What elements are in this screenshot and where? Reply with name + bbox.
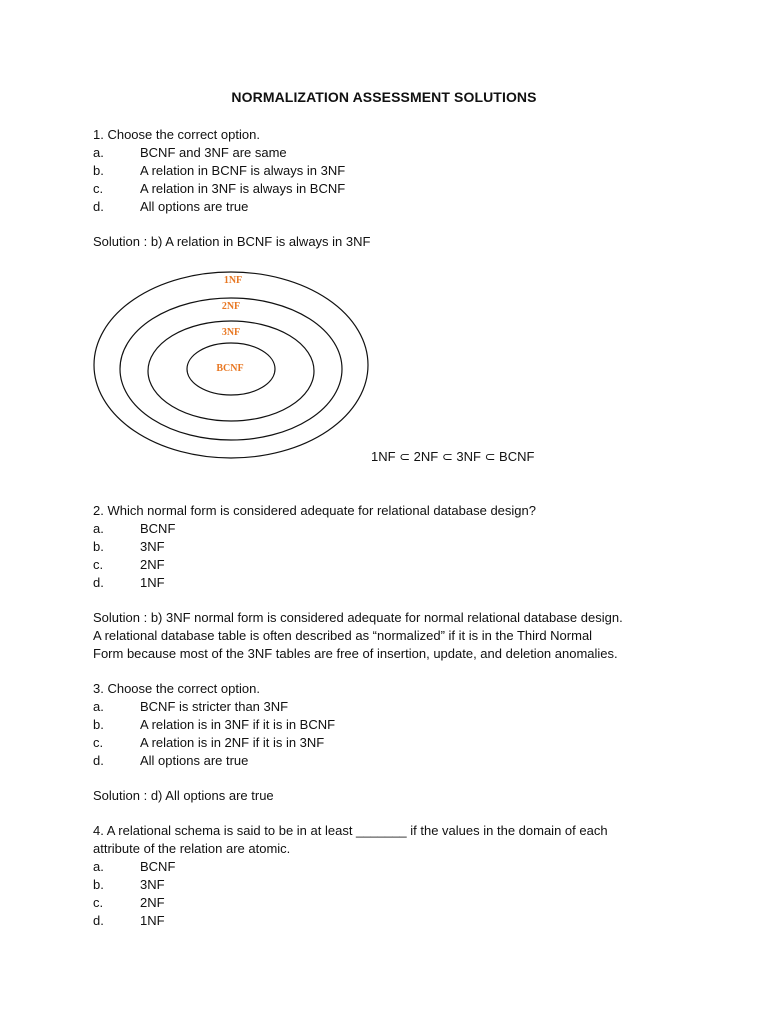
option-label: b. [93, 539, 104, 554]
option-text: BCNF [140, 859, 176, 874]
q2-solution-line-3: Form because most of the 3NF tables are free of insertion, update, and deletion anomalies. [93, 646, 618, 661]
option-label: c. [93, 895, 104, 910]
q4-option-b [93, 876, 165, 894]
q1-option-c [93, 180, 345, 198]
option-label: d. [93, 575, 104, 590]
option-label: d. [93, 753, 104, 768]
option-label: a. [93, 699, 104, 714]
q1-solution: Solution : b) A relation in BCNF is always in 3NF [93, 234, 371, 249]
option-label: b. [93, 163, 104, 178]
option-label: d. [93, 199, 104, 214]
question-4 [93, 822, 693, 858]
option-text: All options are true [140, 753, 249, 768]
option-text: 3NF [140, 877, 165, 892]
q4-option-d [93, 912, 165, 930]
option-label: c. [93, 181, 104, 196]
q2-option-a [93, 520, 175, 538]
q1-option-b [93, 162, 345, 180]
option-label: c. [93, 735, 104, 750]
ring-label-3nf: 3NF [221, 327, 241, 338]
option-text: A relation in BCNF is always in 3NF [140, 163, 346, 178]
option-text: All options are true [140, 199, 249, 214]
option-label: d. [93, 913, 104, 928]
q2-solution-line-1: Solution : b) 3NF normal form is considered adequate for normal relational database design. [93, 610, 623, 625]
q1-option-d [93, 198, 248, 216]
question-4-line-2: attribute of the relation are atomic. [93, 841, 291, 856]
q3-solution: Solution : d) All options are true [93, 788, 274, 803]
q2-option-c [93, 556, 165, 574]
question-3: 3. Choose the correct option. [93, 681, 260, 696]
q2-solution [93, 609, 693, 663]
option-label: a. [93, 859, 104, 874]
question-2: 2. Which normal form is considered adequate for relational database design? [93, 503, 536, 518]
page-title: NORMALIZATION ASSESSMENT SOLUTIONS [231, 89, 537, 105]
option-text: 3NF [140, 539, 165, 554]
option-text: A relation is in 3NF if it is in BCNF [140, 717, 336, 732]
option-text: 2NF [140, 557, 165, 572]
option-label: b. [93, 717, 104, 732]
ring-label-bcnf: BCNF [216, 363, 244, 374]
option-text: 2NF [140, 895, 165, 910]
option-text: A relation in 3NF is always in BCNF [140, 181, 346, 196]
q4-option-c [93, 894, 165, 912]
q2-solution-line-2: A relational database table is often described as “normalized” if it is in the Third Normal [93, 628, 593, 643]
q2-option-b [93, 538, 165, 556]
option-text: A relation is in 2NF if it is in 3NF [140, 735, 325, 750]
ring-label-2nf: 2NF [221, 301, 241, 312]
q3-option-d [93, 752, 248, 770]
option-label: b. [93, 877, 104, 892]
option-label: c. [93, 557, 104, 572]
question-1: 1. Choose the correct option. [93, 127, 260, 142]
option-text: 1NF [140, 913, 165, 928]
option-label: a. [93, 521, 104, 536]
option-text: 1NF [140, 575, 165, 590]
q3-option-b [93, 716, 335, 734]
q2-option-d [93, 574, 165, 592]
option-text: BCNF and 3NF are same [140, 145, 287, 160]
option-text: BCNF is stricter than 3NF [140, 699, 289, 714]
q1-option-a [93, 144, 287, 162]
normal-forms-diagram [88, 265, 378, 465]
option-text: BCNF [140, 521, 176, 536]
q3-option-c [93, 734, 324, 752]
q4-option-a [93, 858, 175, 876]
ring-label-1nf: 1NF [223, 275, 243, 286]
q3-option-a [93, 698, 288, 716]
question-4-line-1: 4. A relational schema is said to be in at least _______ if the values in the domain of each [93, 823, 608, 838]
subset-caption: 1NF ⊂ 2NF ⊂ 3NF ⊂ BCNF [371, 449, 535, 464]
option-label: a. [93, 145, 104, 160]
